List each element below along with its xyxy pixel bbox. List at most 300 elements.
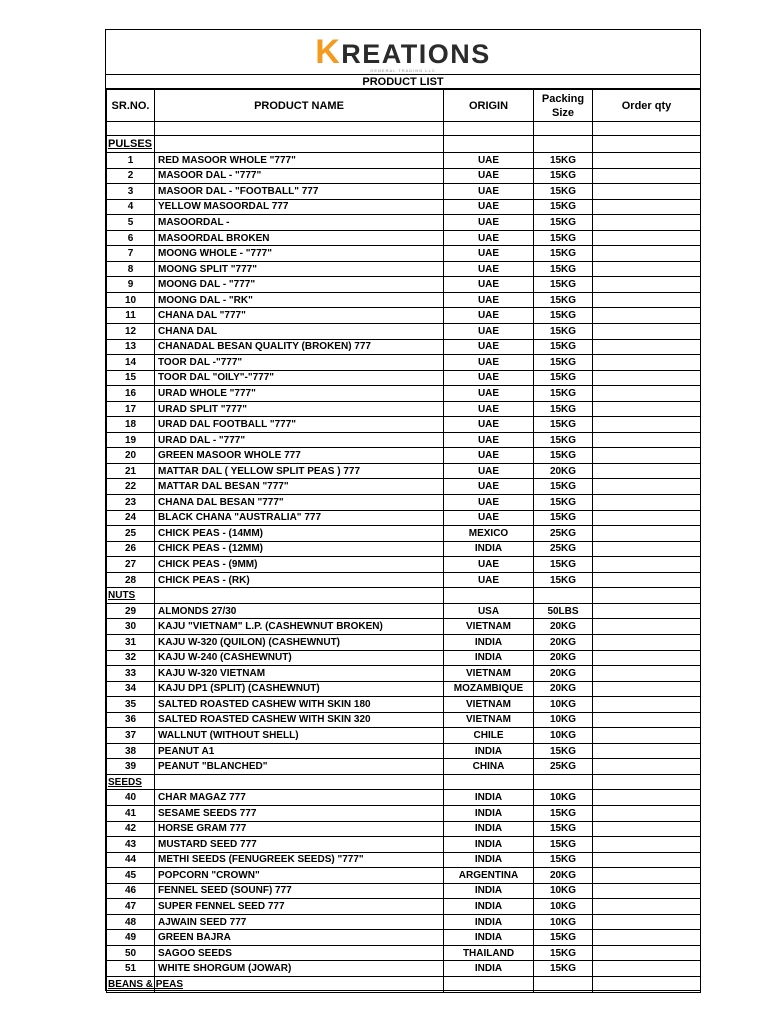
empty-cell (444, 136, 534, 153)
product-name-cell: URAD DAL - "777" (155, 432, 444, 448)
header-packing-size: Packing Size (534, 90, 593, 122)
packing-size-cell: 15KG (534, 837, 593, 853)
origin-cell: INDIA (444, 650, 534, 666)
section-title: NUTS (107, 588, 155, 604)
order-qty-cell[interactable] (593, 572, 701, 588)
empty-cell (593, 588, 701, 604)
table-row (107, 557, 701, 573)
origin-cell: VIETNAM (444, 697, 534, 713)
product-name-cell: GREEN MASOOR WHOLE 777 (155, 448, 444, 464)
sr-no-cell: 4 (107, 199, 155, 215)
order-qty-cell[interactable] (593, 526, 701, 542)
packing-size-cell: 15KG (534, 324, 593, 340)
order-qty-cell[interactable] (593, 168, 701, 184)
order-qty-cell[interactable] (593, 961, 701, 977)
order-qty-cell[interactable] (593, 728, 701, 744)
product-name-cell: CHAR MAGAZ 777 (155, 790, 444, 806)
origin-cell: CHINA (444, 759, 534, 775)
origin-cell: UAE (444, 370, 534, 386)
packing-size-cell: 15KG (534, 355, 593, 371)
origin-cell: VIETNAM (444, 619, 534, 635)
origin-cell: INDIA (444, 541, 534, 557)
table-row (107, 634, 701, 650)
order-qty-cell[interactable] (593, 821, 701, 837)
origin-cell: UAE (444, 308, 534, 324)
origin-cell: ARGENTINA (444, 868, 534, 884)
order-qty-cell[interactable] (593, 930, 701, 946)
sr-no-cell: 27 (107, 557, 155, 573)
origin-cell: UAE (444, 246, 534, 262)
order-qty-cell[interactable] (593, 557, 701, 573)
order-qty-cell[interactable] (593, 650, 701, 666)
product-name-cell: RED MASOOR WHOLE "777" (155, 153, 444, 169)
order-qty-cell[interactable] (593, 510, 701, 526)
product-name-cell: SAGOO SEEDS (155, 945, 444, 961)
order-qty-cell[interactable] (593, 261, 701, 277)
product-name-cell: PEANUT A1 (155, 743, 444, 759)
product-name-cell: ALMONDS 27/30 (155, 603, 444, 619)
table-row (107, 868, 701, 884)
origin-cell: INDIA (444, 790, 534, 806)
table-row (107, 837, 701, 853)
packing-size-cell: 15KG (534, 852, 593, 868)
packing-size-cell: 15KG (534, 292, 593, 308)
packing-size-cell: 20KG (534, 634, 593, 650)
order-qty-cell[interactable] (593, 634, 701, 650)
sr-no-cell: 37 (107, 728, 155, 744)
order-qty-cell[interactable] (593, 945, 701, 961)
origin-cell: MOZAMBIQUE (444, 681, 534, 697)
packing-size-cell: 25KG (534, 759, 593, 775)
table-row (107, 681, 701, 697)
order-qty-cell[interactable] (593, 463, 701, 479)
origin-cell: UAE (444, 386, 534, 402)
empty-cell (444, 976, 534, 992)
origin-cell: INDIA (444, 883, 534, 899)
packing-size-cell: 20KG (534, 681, 593, 697)
product-name-cell: CHANA DAL (155, 324, 444, 340)
origin-cell: UAE (444, 292, 534, 308)
product-name-cell: MOONG WHOLE - "777" (155, 246, 444, 262)
order-qty-cell[interactable] (593, 852, 701, 868)
order-qty-cell[interactable] (593, 324, 701, 340)
table-row (107, 603, 701, 619)
empty-cell (444, 774, 534, 790)
origin-cell: UAE (444, 339, 534, 355)
product-name-cell: YELLOW MASOORDAL 777 (155, 199, 444, 215)
order-qty-cell[interactable] (593, 215, 701, 231)
product-name-cell: KAJU DP1 (SPLIT) (CASHEWNUT) (155, 681, 444, 697)
sr-no-cell: 5 (107, 215, 155, 231)
product-name-cell: MATTAR DAL ( YELLOW SPLIT PEAS ) 777 (155, 463, 444, 479)
packing-size-cell: 10KG (534, 899, 593, 915)
table-row (107, 277, 701, 293)
sr-no-cell: 2 (107, 168, 155, 184)
sr-no-cell: 30 (107, 619, 155, 635)
sr-no-cell: 1 (107, 153, 155, 169)
product-name-cell: URAD SPLIT "777" (155, 401, 444, 417)
sr-no-cell: 43 (107, 837, 155, 853)
empty-cell (593, 774, 701, 790)
packing-size-cell: 15KG (534, 930, 593, 946)
table-row (107, 821, 701, 837)
sr-no-cell: 20 (107, 448, 155, 464)
order-qty-cell[interactable] (593, 697, 701, 713)
section-title: BEANS & PEAS (107, 976, 155, 992)
sr-no-cell: 49 (107, 930, 155, 946)
table-row (107, 899, 701, 915)
sr-no-cell: 22 (107, 479, 155, 495)
packing-size-cell: 15KG (534, 495, 593, 511)
order-qty-cell[interactable] (593, 355, 701, 371)
packing-size-cell: 15KG (534, 199, 593, 215)
section-row (107, 774, 701, 790)
empty-cell (534, 136, 593, 153)
header-order-qty: Order qty (593, 90, 701, 122)
packing-size-cell: 25KG (534, 541, 593, 557)
sr-no-cell: 12 (107, 324, 155, 340)
sr-no-cell: 40 (107, 790, 155, 806)
sr-no-cell: 16 (107, 386, 155, 402)
packing-size-cell: 20KG (534, 868, 593, 884)
origin-cell: USA (444, 603, 534, 619)
packing-size-cell: 15KG (534, 961, 593, 977)
section-row (107, 976, 701, 992)
origin-cell: UAE (444, 432, 534, 448)
packing-size-cell: 15KG (534, 370, 593, 386)
origin-cell: INDIA (444, 805, 534, 821)
origin-cell: UAE (444, 572, 534, 588)
origin-cell: UAE (444, 557, 534, 573)
product-name-cell: HORSE GRAM 777 (155, 821, 444, 837)
order-qty-cell[interactable] (593, 790, 701, 806)
product-name-cell: WHITE SHORGUM (JOWAR) (155, 961, 444, 977)
order-qty-cell[interactable] (593, 401, 701, 417)
order-qty-cell[interactable] (593, 184, 701, 200)
order-qty-cell[interactable] (593, 370, 701, 386)
table-row (107, 199, 701, 215)
packing-size-cell: 15KG (534, 432, 593, 448)
order-qty-cell[interactable] (593, 899, 701, 915)
product-name-cell: WALLNUT (WITHOUT SHELL) (155, 728, 444, 744)
order-qty-cell[interactable] (593, 712, 701, 728)
packing-size-cell: 15KG (534, 168, 593, 184)
order-qty-cell[interactable] (593, 479, 701, 495)
origin-cell: UAE (444, 448, 534, 464)
packing-size-cell: 50LBS (534, 603, 593, 619)
origin-cell: UAE (444, 510, 534, 526)
table-row (107, 572, 701, 588)
packing-size-cell: 15KG (534, 339, 593, 355)
packing-size-cell: 10KG (534, 697, 593, 713)
sr-no-cell: 51 (107, 961, 155, 977)
sr-no-cell: 19 (107, 432, 155, 448)
sr-no-cell: 23 (107, 495, 155, 511)
sr-no-cell: 18 (107, 417, 155, 433)
sr-no-cell: 10 (107, 292, 155, 308)
order-qty-cell[interactable] (593, 432, 701, 448)
order-qty-cell[interactable] (593, 759, 701, 775)
packing-size-cell: 15KG (534, 510, 593, 526)
sr-no-cell: 15 (107, 370, 155, 386)
table-row (107, 417, 701, 433)
packing-size-cell: 15KG (534, 401, 593, 417)
sr-no-cell: 44 (107, 852, 155, 868)
page-title: PRODUCT LIST (106, 74, 700, 89)
section-title: PULSES (107, 136, 155, 153)
order-qty-cell[interactable] (593, 308, 701, 324)
table-row (107, 852, 701, 868)
table-row (107, 790, 701, 806)
origin-cell: UAE (444, 401, 534, 417)
table-row (107, 805, 701, 821)
order-qty-cell[interactable] (593, 246, 701, 262)
order-qty-cell[interactable] (593, 666, 701, 682)
packing-size-cell: 25KG (534, 526, 593, 542)
origin-cell: INDIA (444, 899, 534, 915)
sr-no-cell: 46 (107, 883, 155, 899)
origin-cell: UAE (444, 261, 534, 277)
sr-no-cell: 48 (107, 914, 155, 930)
packing-size-cell: 15KG (534, 246, 593, 262)
order-qty-cell[interactable] (593, 417, 701, 433)
table-row (107, 650, 701, 666)
empty-cell (593, 136, 701, 153)
empty-cell (444, 588, 534, 604)
table-row (107, 728, 701, 744)
packing-size-cell: 10KG (534, 712, 593, 728)
table-row (107, 386, 701, 402)
table-row (107, 324, 701, 340)
order-qty-cell[interactable] (593, 277, 701, 293)
order-qty-cell[interactable] (593, 603, 701, 619)
origin-cell: INDIA (444, 961, 534, 977)
sr-no-cell: 11 (107, 308, 155, 324)
product-name-cell: KAJU W-320 VIETNAM (155, 666, 444, 682)
product-name-cell: CHANA DAL BESAN "777" (155, 495, 444, 511)
product-list-sheet (105, 29, 701, 991)
sr-no-cell: 24 (107, 510, 155, 526)
packing-size-cell: 15KG (534, 945, 593, 961)
product-name-cell: TOOR DAL -"777" (155, 355, 444, 371)
origin-cell: UAE (444, 479, 534, 495)
table-row (107, 355, 701, 371)
order-qty-cell[interactable] (593, 883, 701, 899)
packing-size-cell: 15KG (534, 417, 593, 433)
empty-cell (155, 976, 444, 992)
packing-size-cell: 10KG (534, 790, 593, 806)
product-name-cell: PEANUT "BLANCHED" (155, 759, 444, 775)
origin-cell: INDIA (444, 930, 534, 946)
origin-cell: UAE (444, 184, 534, 200)
sr-no-cell: 36 (107, 712, 155, 728)
table-row (107, 619, 701, 635)
table-row (107, 215, 701, 231)
empty-cell (155, 588, 444, 604)
sr-no-cell: 28 (107, 572, 155, 588)
packing-size-cell: 15KG (534, 261, 593, 277)
header-sr-no: SR.NO. (107, 90, 155, 122)
product-name-cell: MASOORDAL BROKEN (155, 230, 444, 246)
origin-cell: THAILAND (444, 945, 534, 961)
product-name-cell: FENNEL SEED (SOUNF) 777 (155, 883, 444, 899)
product-name-cell: TOOR DAL "OILY"-"777" (155, 370, 444, 386)
product-name-cell: URAD WHOLE "777" (155, 386, 444, 402)
origin-cell: UAE (444, 355, 534, 371)
sr-no-cell: 41 (107, 805, 155, 821)
table-row (107, 261, 701, 277)
origin-cell: UAE (444, 168, 534, 184)
section-title: SEEDS (107, 774, 155, 790)
table-row (107, 168, 701, 184)
product-name-cell: CHANADAL BESAN QUALITY (BROKEN) 777 (155, 339, 444, 355)
sr-no-cell: 38 (107, 743, 155, 759)
product-name-cell: SALTED ROASTED CASHEW WITH SKIN 320 (155, 712, 444, 728)
order-qty-cell[interactable] (593, 339, 701, 355)
order-qty-cell[interactable] (593, 386, 701, 402)
sr-no-cell: 6 (107, 230, 155, 246)
packing-size-cell: 20KG (534, 650, 593, 666)
sr-no-cell: 42 (107, 821, 155, 837)
table-row (107, 541, 701, 557)
sr-no-cell: 29 (107, 603, 155, 619)
order-qty-cell[interactable] (593, 837, 701, 853)
origin-cell: UAE (444, 153, 534, 169)
packing-size-cell: 15KG (534, 386, 593, 402)
packing-size-cell: 15KG (534, 230, 593, 246)
product-name-cell: MASOOR DAL - "FOOTBALL" 777 (155, 184, 444, 200)
product-name-cell: POPCORN "CROWN" (155, 868, 444, 884)
header-product-name: PRODUCT NAME (155, 90, 444, 122)
empty-cell (155, 136, 444, 153)
table-row (107, 448, 701, 464)
origin-cell: UAE (444, 199, 534, 215)
table-row (107, 883, 701, 899)
packing-size-cell: 15KG (534, 215, 593, 231)
sr-no-cell: 25 (107, 526, 155, 542)
packing-size-cell: 20KG (534, 666, 593, 682)
product-name-cell: CHICK PEAS - (RK) (155, 572, 444, 588)
table-body (107, 122, 701, 993)
order-qty-cell[interactable] (593, 153, 701, 169)
table-row (107, 463, 701, 479)
order-qty-cell[interactable] (593, 541, 701, 557)
table-row (107, 401, 701, 417)
packing-size-cell: 15KG (534, 821, 593, 837)
empty-cell (593, 976, 701, 992)
product-name-cell: CHANA DAL "777" (155, 308, 444, 324)
packing-size-cell: 15KG (534, 743, 593, 759)
sr-no-cell: 50 (107, 945, 155, 961)
empty-cell (534, 588, 593, 604)
empty-cell (534, 976, 593, 992)
origin-cell: VIETNAM (444, 666, 534, 682)
packing-size-cell: 15KG (534, 184, 593, 200)
sr-no-cell: 17 (107, 401, 155, 417)
sr-no-cell: 7 (107, 246, 155, 262)
order-qty-cell[interactable] (593, 914, 701, 930)
origin-cell: INDIA (444, 852, 534, 868)
origin-cell: UAE (444, 417, 534, 433)
sr-no-cell: 26 (107, 541, 155, 557)
table-row (107, 495, 701, 511)
table-row (107, 339, 701, 355)
origin-cell: INDIA (444, 821, 534, 837)
table-row (107, 510, 701, 526)
order-qty-cell[interactable] (593, 292, 701, 308)
sr-no-cell: 32 (107, 650, 155, 666)
sr-no-cell: 47 (107, 899, 155, 915)
brand-wordmark: KREATIONS (315, 33, 491, 71)
order-qty-cell[interactable] (593, 743, 701, 759)
brand-tagline: GENERAL TRADING LLC (370, 68, 436, 73)
table-row (107, 666, 701, 682)
product-name-cell: KAJU W-320 (QUILON) (CASHEWNUT) (155, 634, 444, 650)
product-name-cell: MOONG DAL - "RK" (155, 292, 444, 308)
header-row (107, 90, 701, 122)
product-name-cell: KAJU W-240 (CASHEWNUT) (155, 650, 444, 666)
table-row (107, 479, 701, 495)
table-row (107, 153, 701, 169)
section-row (107, 588, 701, 604)
table-row (107, 930, 701, 946)
origin-cell: UAE (444, 230, 534, 246)
product-name-cell: URAD DAL FOOTBALL "777" (155, 417, 444, 433)
table-row (107, 759, 701, 775)
origin-cell: INDIA (444, 634, 534, 650)
product-name-cell: MOONG SPLIT "777" (155, 261, 444, 277)
product-name-cell: SUPER FENNEL SEED 777 (155, 899, 444, 915)
product-name-cell: MATTAR DAL BESAN "777" (155, 479, 444, 495)
table-row (107, 308, 701, 324)
table-row (107, 246, 701, 262)
table-row (107, 743, 701, 759)
order-qty-cell[interactable] (593, 230, 701, 246)
packing-size-cell: 15KG (534, 572, 593, 588)
table-row (107, 697, 701, 713)
origin-cell: INDIA (444, 914, 534, 930)
product-name-cell: GREEN BAJRA (155, 930, 444, 946)
product-name-cell: CHICK PEAS - (14MM) (155, 526, 444, 542)
order-qty-cell[interactable] (593, 619, 701, 635)
product-name-cell: METHI SEEDS (FENUGREEK SEEDS) "777" (155, 852, 444, 868)
sr-no-cell: 9 (107, 277, 155, 293)
packing-size-cell: 10KG (534, 914, 593, 930)
order-qty-cell[interactable] (593, 681, 701, 697)
product-name-cell: SESAME SEEDS 777 (155, 805, 444, 821)
table-row (107, 914, 701, 930)
product-name-cell: SALTED ROASTED CASHEW WITH SKIN 180 (155, 697, 444, 713)
packing-size-cell: 15KG (534, 308, 593, 324)
table-row (107, 945, 701, 961)
order-qty-cell[interactable] (593, 805, 701, 821)
packing-size-cell: 15KG (534, 277, 593, 293)
order-qty-cell[interactable] (593, 199, 701, 215)
sr-no-cell: 8 (107, 261, 155, 277)
sr-no-cell: 14 (107, 355, 155, 371)
empty-cell (534, 774, 593, 790)
packing-size-cell: 15KG (534, 479, 593, 495)
sr-no-cell: 33 (107, 666, 155, 682)
product-name-cell: AJWAIN SEED 777 (155, 914, 444, 930)
origin-cell: MEXICO (444, 526, 534, 542)
order-qty-cell[interactable] (593, 448, 701, 464)
product-name-cell: MASOOR DAL - "777" (155, 168, 444, 184)
table-row (107, 526, 701, 542)
order-qty-cell[interactable] (593, 868, 701, 884)
order-qty-cell[interactable] (593, 495, 701, 511)
packing-size-cell: 20KG (534, 619, 593, 635)
